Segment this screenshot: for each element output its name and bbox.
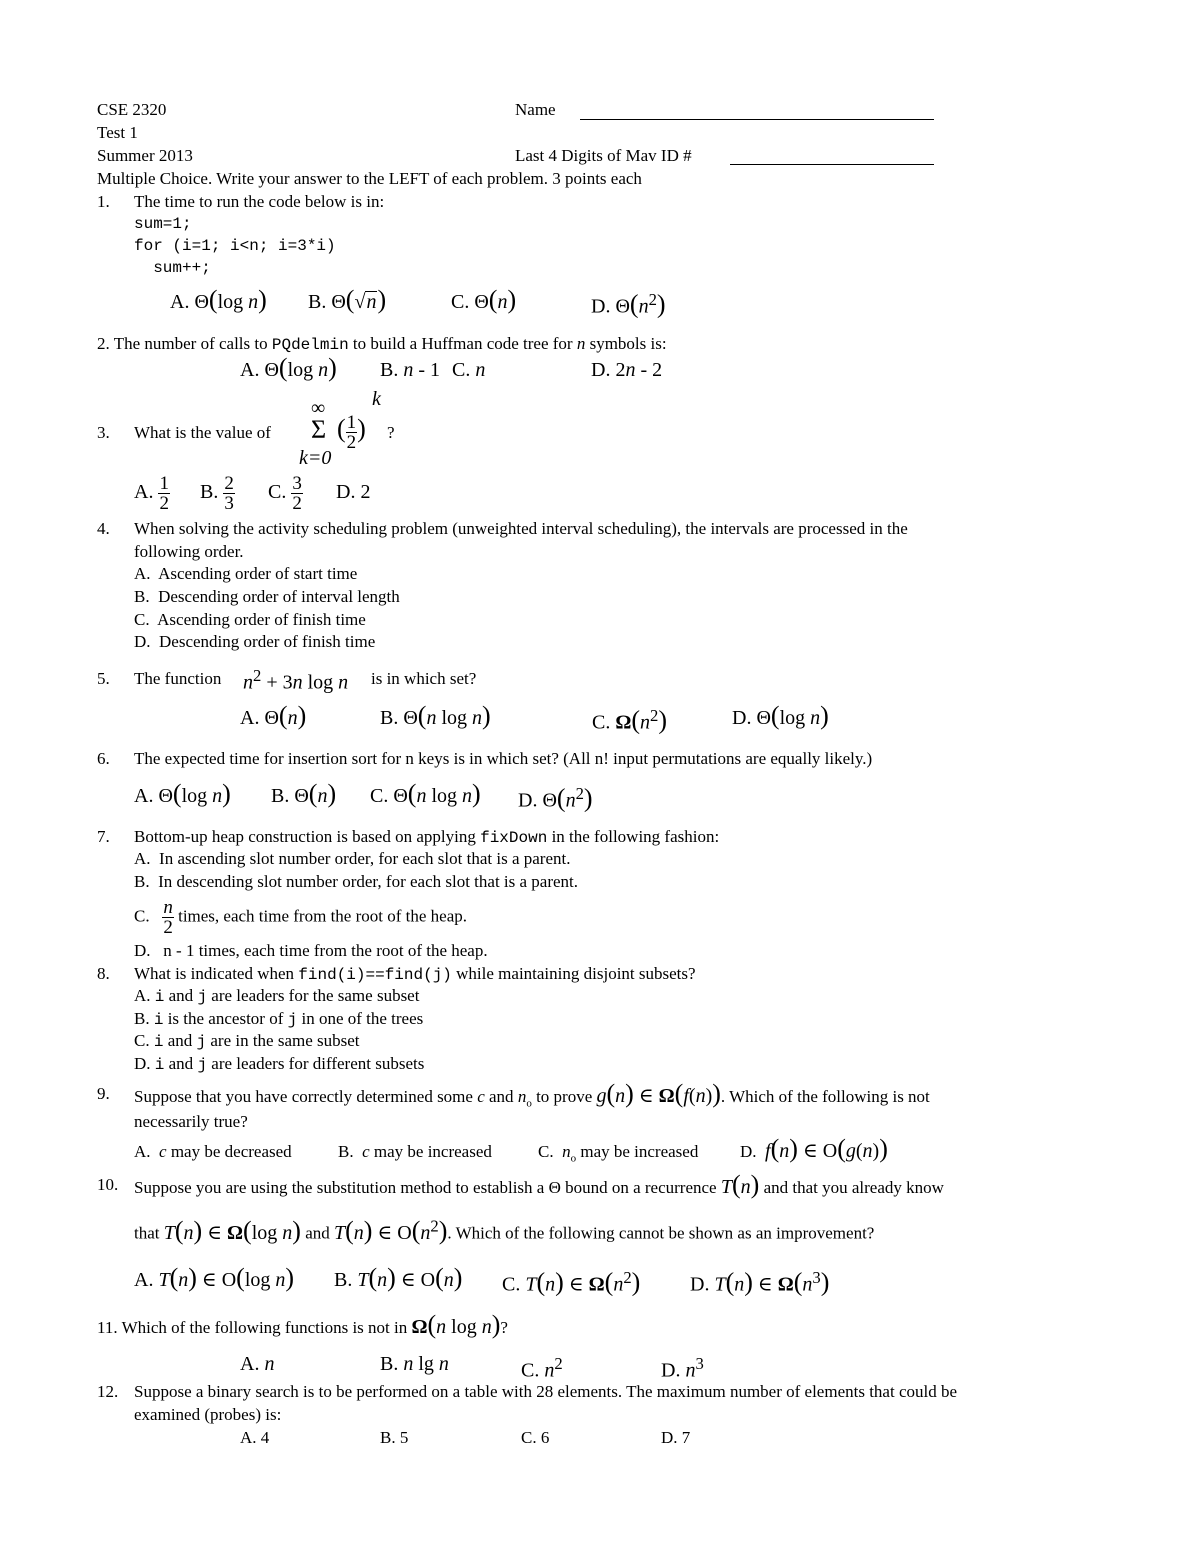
question-text: necessarily true? bbox=[134, 1112, 248, 1131]
choice-d[interactable]: D. n - 1 times, each time from the root of the heap. bbox=[134, 941, 488, 960]
choice-d[interactable]: D. $\Theta(n^2)$ bbox=[591, 289, 666, 319]
mavid-label: Last 4 Digits of Mav ID # bbox=[515, 146, 692, 165]
choice-c[interactable]: C. $\Omega(n^2)$ bbox=[592, 705, 668, 735]
question-number: 9. bbox=[97, 1084, 110, 1103]
choice-d[interactable]: D. $n^3$ bbox=[661, 1354, 704, 1382]
question-text-line: What is indicated when find(i)==find(j) while maintaining disjoint subsets? bbox=[134, 964, 696, 984]
question-number: 10. bbox=[97, 1175, 119, 1194]
choice-c[interactable]: C. $\frac{n}{2}$ times, each time from the root of the heap. bbox=[134, 897, 467, 938]
choice-a[interactable]: A. T(n) ∈ O(log n) bbox=[134, 1263, 295, 1292]
choice-a[interactable]: A. n bbox=[240, 1353, 275, 1375]
question-number: 8. bbox=[97, 964, 110, 983]
question-text-line: Suppose that you have correctly determined some c and $n_o$ to prove g(n) ∈ Ω(f(n)). Which of the following is not bbox=[134, 1079, 930, 1110]
term-label: Summer 2013 bbox=[97, 146, 193, 165]
choice-b[interactable]: B. i is the ancestor of j in one of the trees bbox=[134, 1009, 424, 1029]
function-expression: $n^2 + 3n$ log n bbox=[243, 666, 349, 694]
choice-a[interactable]: A. $\frac{1}{2}$ bbox=[134, 473, 169, 514]
code-line: sum++; bbox=[134, 259, 211, 277]
choice-b[interactable]: B. Θ(n) bbox=[271, 779, 337, 808]
choice-a[interactable]: A. 4 bbox=[240, 1428, 270, 1447]
choice-b[interactable]: B. c may be increased bbox=[338, 1142, 492, 1161]
question-text: Suppose a binary search is to be performed on a table with 28 elements. The maximum number of elements that could be bbox=[134, 1382, 958, 1401]
sum-upper: ∞ bbox=[311, 397, 326, 419]
course-label: CSE 2320 bbox=[97, 100, 167, 119]
question-number: 4. bbox=[97, 519, 110, 538]
choice-d[interactable]: D. Θ(log n) bbox=[732, 701, 829, 730]
choice-c[interactable]: C. n bbox=[452, 359, 486, 381]
choice-c[interactable]: C. 6 bbox=[521, 1428, 550, 1447]
choice-b[interactable]: B. Θ(n log n) bbox=[380, 701, 491, 730]
choice-b[interactable]: B. 5 bbox=[380, 1428, 409, 1447]
question-text-line: Bottom-up heap construction is based on applying fixDown in the following fashion: bbox=[134, 827, 720, 847]
choice-c[interactable]: C. Θ(n) bbox=[451, 285, 517, 314]
choice-d[interactable]: D. 2n - 2 bbox=[591, 359, 663, 381]
choice-a[interactable]: A. Θ(n) bbox=[240, 701, 307, 730]
question-number: 5. bbox=[97, 669, 110, 688]
question-text: The expected time for insertion sort for n keys is in which set? (All n! input permutations are equally likely.) bbox=[134, 749, 873, 768]
choice-c[interactable]: C. $n^2$ bbox=[521, 1354, 563, 1382]
name-blank[interactable] bbox=[580, 119, 934, 120]
choice-a[interactable]: A. i and j are leaders for the same subset bbox=[134, 986, 420, 1006]
question-text: following order. bbox=[134, 542, 244, 561]
instructions: Multiple Choice. Write your answer to the LEFT of each problem. 3 points each bbox=[97, 169, 642, 188]
question-end: ? bbox=[387, 423, 395, 442]
choice-c[interactable]: C. i and j are in the same subset bbox=[134, 1031, 360, 1051]
choice-c[interactable]: C. Θ(n log n) bbox=[370, 779, 481, 808]
summand: ( $\frac{1}{2}$ ) bbox=[337, 412, 366, 453]
question-number: 1. bbox=[97, 192, 110, 211]
question-text-line: 2. The number of calls to PQdelmin to build a Huffman code tree for n symbols is: bbox=[97, 334, 667, 354]
question-text: When solving the activity scheduling problem (unweighted interval scheduling), the intervals are processed in the bbox=[134, 519, 908, 538]
choice-c[interactable]: C. $\frac{3}{2}$ bbox=[268, 473, 302, 514]
choice-b[interactable]: B. $\frac{2}{3}$ bbox=[200, 473, 234, 514]
choice-b[interactable]: B. n - 1 bbox=[380, 359, 441, 381]
question-number: 12. bbox=[97, 1382, 119, 1401]
choice-a[interactable]: A. In ascending slot number order, for each slot that is a parent. bbox=[134, 849, 571, 868]
choice-a[interactable]: A. Θ(log n) bbox=[240, 353, 337, 382]
choice-b[interactable]: B. Descending order of interval length bbox=[134, 587, 400, 606]
question-text: is in which set? bbox=[371, 669, 477, 688]
mavid-blank[interactable] bbox=[730, 164, 934, 165]
question-text: What is the value of bbox=[134, 423, 271, 442]
choice-c[interactable]: C. T(n) ∈ $\Omega(n^2)$ bbox=[502, 1267, 641, 1297]
question-number: 7. bbox=[97, 827, 110, 846]
choice-a[interactable]: A. Θ(log n) bbox=[134, 779, 231, 808]
choice-a[interactable]: A. Ascending order of start time bbox=[134, 564, 358, 583]
question-text-line: that T(n) ∈ Ω(log n) and T(n) ∈ $O(n^2)$. Which of the following cannot be shown as an improvement? bbox=[134, 1215, 875, 1245]
choice-c[interactable]: C. $n_o$ may be increased bbox=[538, 1142, 699, 1165]
code-line: for (i=1; i<n; i=3*i) bbox=[134, 237, 336, 255]
choice-a[interactable]: A. Θ(log n) bbox=[170, 285, 267, 314]
choice-a[interactable]: A. c may be decreased bbox=[134, 1142, 292, 1161]
sigma-symbol: Σ bbox=[311, 415, 327, 444]
question-text-line: 11. Which of the following functions is not in Ω(n log n)? bbox=[97, 1310, 508, 1339]
choice-d[interactable]: D. i and j are leaders for different subsets bbox=[134, 1054, 425, 1074]
choice-d[interactable]: D. Descending order of finish time bbox=[134, 632, 376, 651]
question-text: The time to run the code below is in: bbox=[134, 192, 385, 211]
choice-d[interactable]: D. 2 bbox=[336, 481, 371, 503]
choice-b[interactable]: B. Θ(√n) bbox=[308, 285, 387, 314]
name-label: Name bbox=[515, 100, 556, 119]
question-number: 6. bbox=[97, 749, 110, 768]
choice-b[interactable]: B. n lg n bbox=[380, 1353, 449, 1375]
question-text: The function bbox=[134, 669, 222, 688]
choice-b[interactable]: B. T(n) ∈ O(n) bbox=[334, 1263, 463, 1292]
choice-d[interactable]: D. f(n) ∈ O(g(n)) bbox=[740, 1134, 888, 1163]
summand-exponent: k bbox=[372, 388, 381, 410]
choice-c[interactable]: C. Ascending order of finish time bbox=[134, 610, 366, 629]
choice-d[interactable]: D. 7 bbox=[661, 1428, 691, 1447]
choice-b[interactable]: B. In descending slot number order, for each slot that is a parent. bbox=[134, 872, 579, 891]
question-text: examined (probes) is: bbox=[134, 1405, 282, 1424]
question-number: 3. bbox=[97, 423, 110, 442]
test-label: Test 1 bbox=[97, 123, 138, 142]
choice-d[interactable]: D. T(n) ∈ $\Omega(n^3)$ bbox=[690, 1267, 830, 1297]
sum-lower: k=0 bbox=[299, 447, 332, 469]
choice-d[interactable]: D. $\Theta(n^2)$ bbox=[518, 783, 593, 813]
question-text-line: Suppose you are using the substitution method to establish a Θ bound on a recurrence T(n) and that you already know bbox=[134, 1170, 944, 1199]
code-line: sum=1; bbox=[134, 215, 192, 233]
